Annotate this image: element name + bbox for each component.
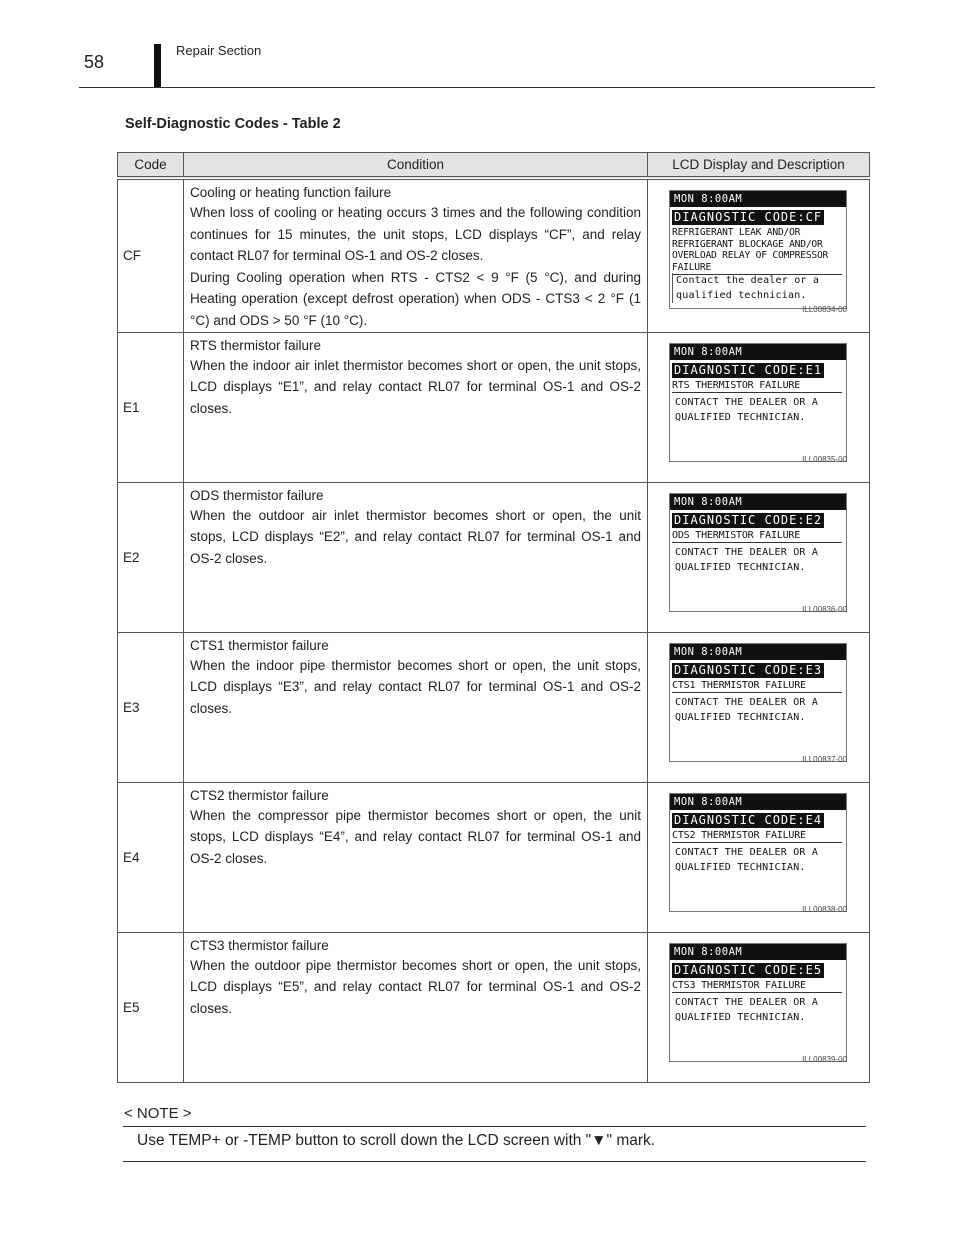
lcd-screen — [669, 643, 847, 762]
lcd-contact: CONTACT THE DEALER OR A QUALIFIED TECHNICIAN. — [675, 696, 819, 723]
note-label: < NOTE > — [124, 1105, 192, 1122]
condition-description: When the outdoor air inlet thermistor becomes short or open, the unit stops, LCD displays “E2”, and relay contact RL07 for terminal OS-1 and OS-2 closes. — [190, 507, 641, 566]
illustration-id: ILL00838-00 — [802, 904, 847, 914]
table-header-row — [118, 153, 870, 179]
lcd-contact: Contact the dealer or a qualified technician. — [672, 273, 844, 303]
table-row — [118, 332, 870, 482]
column-header-condition: Condition — [184, 153, 648, 179]
lcd-diagnostic-code: DIAGNOSTIC CODE:CF — [674, 210, 823, 224]
condition-title: RTS thermistor failure — [190, 337, 322, 353]
lcd-cell — [648, 178, 870, 332]
lcd-contact: CONTACT THE DEALER OR A QUALIFIED TECHNICIAN. — [675, 396, 819, 423]
note-text: Use TEMP+ or -TEMP button to scroll down the LCD screen with "▼" mark. — [137, 1132, 656, 1149]
table-row — [118, 782, 870, 932]
illustration-id: ILL00835-00 — [802, 454, 847, 464]
table-title: Self-Diagnostic Codes - Table 2 — [125, 116, 341, 132]
lcd-screen — [669, 793, 847, 912]
condition-cell — [184, 782, 648, 932]
illustration-id: ILL00839-00 — [802, 1054, 847, 1064]
diagnostic-codes-table — [117, 152, 870, 1083]
lcd-screen — [669, 943, 847, 1062]
code-cell: E4 — [118, 782, 184, 932]
condition-cell — [184, 932, 648, 1082]
illustration-id: ILL00834-00 — [802, 304, 847, 314]
lcd-time: MON 8:00AM — [670, 794, 846, 810]
lcd-message: REFRIGERANT LEAK AND/OR REFRIGERANT BLOCKAGE AND/OR OVERLOAD RELAY OF COMPRESSOR FAILURE — [672, 227, 842, 275]
code-cell: E1 — [118, 332, 184, 482]
lcd-message: CTS3 THERMISTOR FAILURE — [672, 980, 842, 994]
lcd-message: CTS2 THERMISTOR FAILURE — [672, 830, 842, 844]
condition-description: When the indoor air inlet thermistor becomes short or open, the unit stops, LCD displays “E1”, and relay contact RL07 for terminal OS-1 and OS-2 closes. — [190, 357, 641, 416]
table-row — [118, 178, 870, 332]
condition-description: When the outdoor pipe thermistor becomes short or open, the unit stops, LCD displays “E5”, and relay contact RL07 for terminal OS-1 and OS-2 closes. — [190, 957, 641, 1016]
condition-cell — [184, 632, 648, 782]
lcd-message: RTS THERMISTOR FAILURE — [672, 380, 842, 394]
lcd-time: MON 8:00AM — [670, 494, 846, 510]
section-name: Repair Section — [176, 43, 262, 58]
lcd-contact: CONTACT THE DEALER OR A QUALIFIED TECHNICIAN. — [675, 996, 819, 1023]
note-top-divider — [123, 1126, 866, 1127]
page-number: 58 — [84, 52, 105, 72]
condition-title: CTS3 thermistor failure — [190, 937, 329, 953]
condition-title: ODS thermistor failure — [190, 487, 324, 503]
lcd-cell — [648, 782, 870, 932]
column-header-code: Code — [118, 153, 184, 179]
lcd-cell — [648, 332, 870, 482]
lcd-diagnostic-code: DIAGNOSTIC CODE:E2 — [674, 512, 823, 527]
header-bar — [154, 44, 161, 88]
lcd-diagnostic-code: DIAGNOSTIC CODE:E3 — [674, 662, 823, 677]
condition-title: Cooling or heating function failure — [190, 185, 392, 200]
lcd-message: CTS1 THERMISTOR FAILURE — [672, 680, 842, 694]
table-row — [118, 932, 870, 1082]
condition-description: When the indoor pipe thermistor becomes short or open, the unit stops, LCD displays “E3”, and relay contact RL07 for terminal OS-1 and OS-2 closes. — [190, 657, 641, 716]
code-cell: CF — [118, 178, 184, 332]
lcd-cell — [648, 482, 870, 632]
lcd-diagnostic-code: DIAGNOSTIC CODE:E5 — [674, 962, 823, 977]
condition-description-extra: During Cooling operation when RTS - CTS2 < 9 °F (5 °C), and during Heating operation (except defrost operation) when ODS - CTS3 < 2 °F (1 °C) and ODS > 50 °F (10 °C). — [190, 269, 641, 328]
lcd-screen — [669, 190, 847, 309]
lcd-screen — [669, 493, 847, 612]
illustration-id: ILL00836-00 — [802, 604, 847, 614]
lcd-cell — [648, 632, 870, 782]
lcd-time: MON 8:00AM — [670, 344, 846, 360]
condition-description: When loss of cooling or heating occurs 3 times and the following condition continues for 15 minutes, the unit stops, LCD displays “CF”, and relay contact RL07 for terminal OS-1 and OS-2 closes. — [190, 205, 641, 263]
table-row — [118, 632, 870, 782]
lcd-diagnostic-code: DIAGNOSTIC CODE:E1 — [674, 362, 823, 377]
lcd-cell — [648, 932, 870, 1082]
lcd-time: MON 8:00AM — [670, 944, 846, 960]
lcd-diagnostic-code: DIAGNOSTIC CODE:E4 — [674, 812, 823, 827]
condition-cell — [184, 332, 648, 482]
code-cell: E2 — [118, 482, 184, 632]
table-row — [118, 482, 870, 632]
condition-description: When the compressor pipe thermistor becomes short or open, the unit stops, LCD displays “E4”, and relay contact RL07 for terminal OS-1 and OS-2 closes. — [190, 807, 641, 866]
lcd-screen — [669, 343, 847, 462]
lcd-time: MON 8:00AM — [670, 644, 846, 660]
code-cell: E3 — [118, 632, 184, 782]
lcd-contact: CONTACT THE DEALER OR A QUALIFIED TECHNICIAN. — [675, 846, 819, 873]
condition-title: CTS2 thermistor failure — [190, 787, 329, 803]
note-bottom-divider — [123, 1161, 866, 1162]
lcd-contact: CONTACT THE DEALER OR A QUALIFIED TECHNICIAN. — [675, 546, 819, 573]
code-cell: E5 — [118, 932, 184, 1082]
lcd-message: ODS THERMISTOR FAILURE — [672, 530, 842, 544]
condition-cell — [184, 178, 648, 332]
lcd-time: MON 8:00AM — [670, 191, 846, 207]
header-divider — [79, 87, 875, 88]
condition-cell — [184, 482, 648, 632]
illustration-id: ILL00837-00 — [802, 754, 847, 764]
column-header-lcd: LCD Display and Description — [648, 153, 870, 179]
condition-title: CTS1 thermistor failure — [190, 637, 329, 653]
